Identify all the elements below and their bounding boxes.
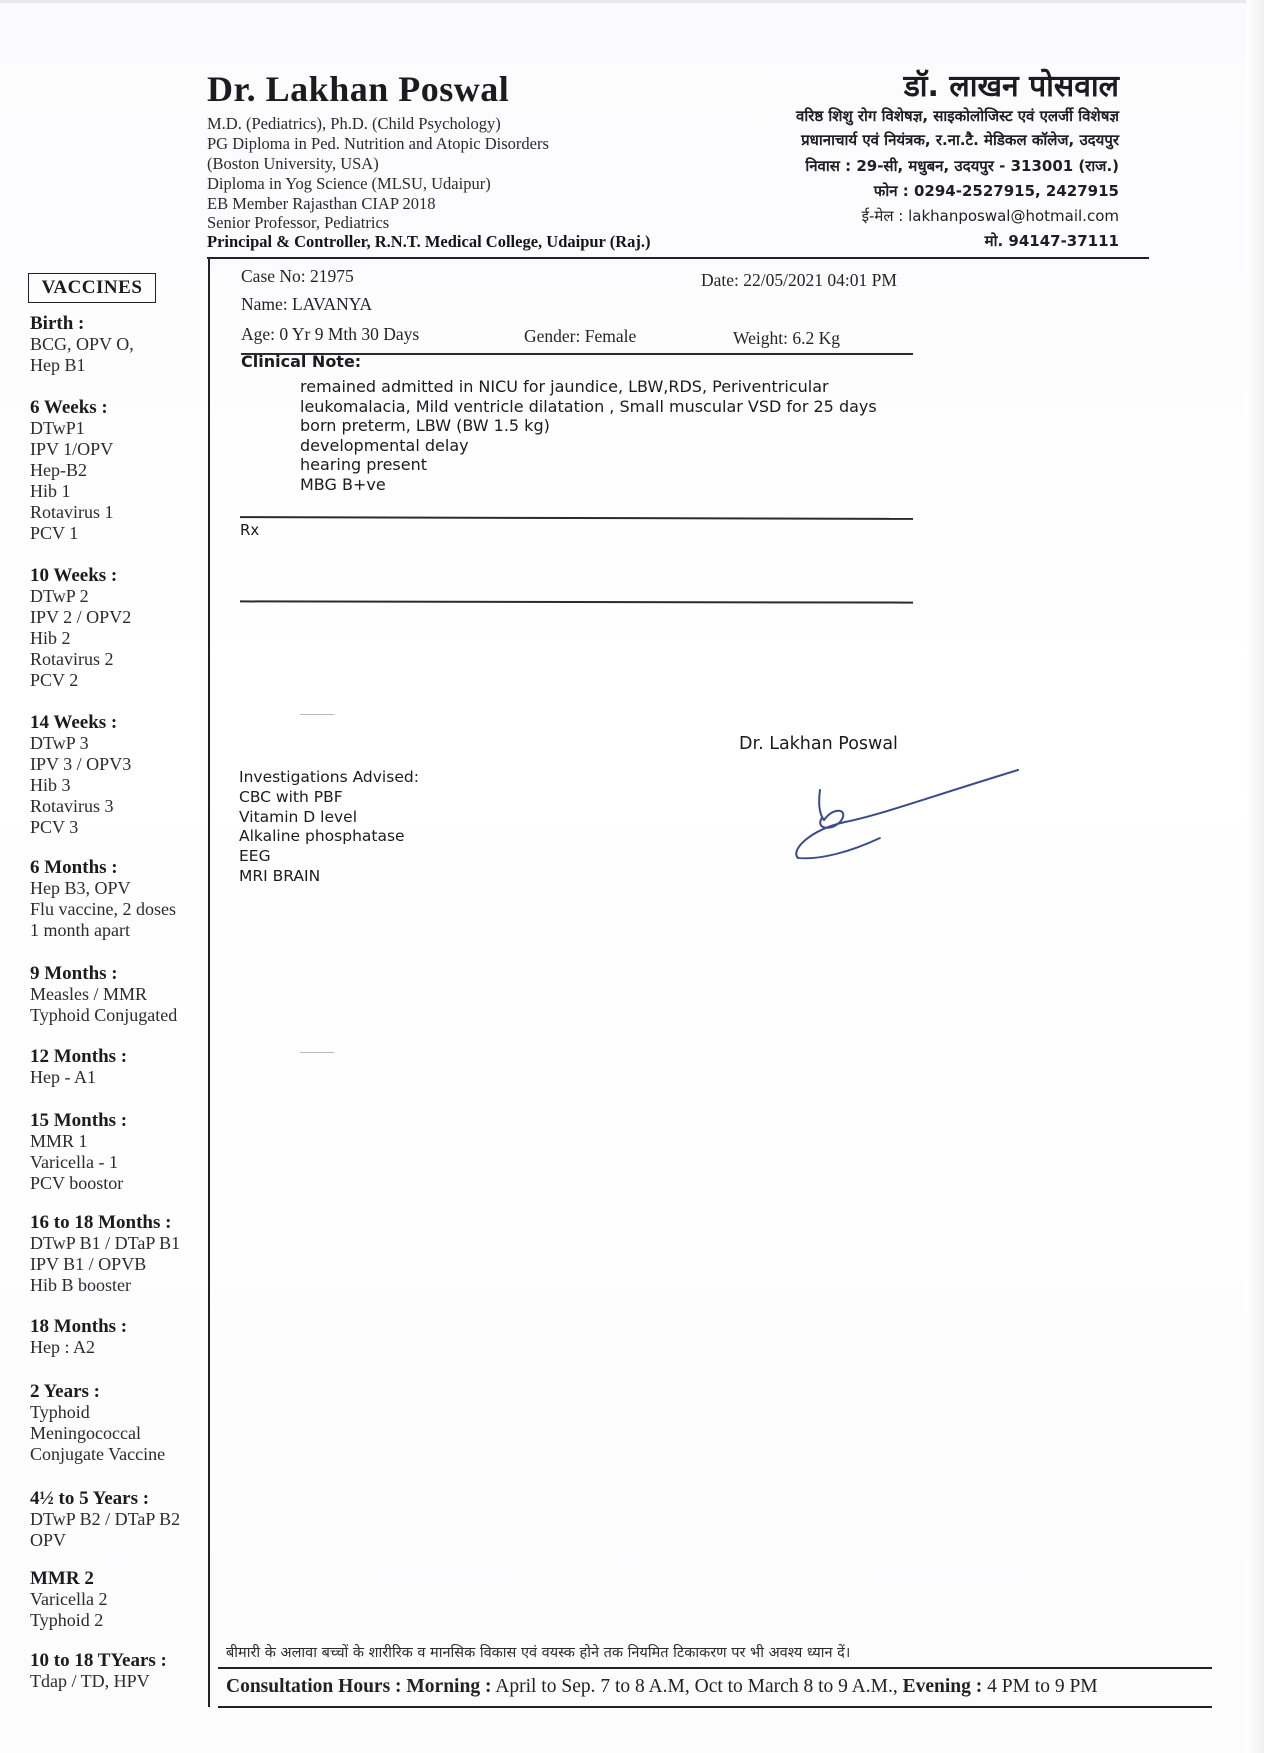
vaccine-group-heading: 4½ to 5 Years : [30, 1488, 150, 1509]
signature-name: Dr. Lakhan Poswal [739, 734, 898, 754]
mobile-number: मो. 94147-37111 [984, 232, 1119, 250]
vaccine-item: Varicella - 1 [30, 1152, 118, 1172]
vaccine-group-heading: 9 Months : [30, 963, 118, 984]
vaccine-item: Hep B1 [30, 355, 86, 375]
vaccine-item: Hep B3, OPV [30, 878, 131, 898]
clinical-note-line: hearing present [300, 455, 428, 475]
vaccine-group [30, 1568, 208, 1631]
header-divider [207, 257, 1149, 259]
investigation-item: Vitamin D level [239, 807, 358, 826]
investigation-item: Alkaline phosphatase [239, 827, 405, 846]
vaccine-group-heading: 14 Weeks : [30, 712, 118, 733]
footer-divider-top [218, 1667, 1212, 1669]
vaccine-group-heading: 18 Months : [30, 1316, 128, 1337]
email: ई-मेल : lakhanposwal@hotmail.com [861, 207, 1119, 225]
vaccine-item: Measles / MMR [30, 984, 147, 1004]
investigations-label: Investigations Advised: [239, 768, 419, 786]
evening-hours: 4 PM to 9 PM [987, 1676, 1098, 1697]
doctor-position: Principal & Controller, R.N.T. Medical College, Udaipur (Raj.) [207, 232, 651, 251]
vaccine-group [30, 1488, 208, 1551]
vaccine-item: IPV 2 / OPV2 [30, 607, 132, 627]
vaccine-item: IPV 3 / OPV3 [30, 754, 132, 774]
vaccine-group-heading: 6 Months : [30, 857, 118, 878]
investigations [239, 768, 419, 887]
vaccine-item: Hib 1 [30, 481, 71, 501]
vaccine-item: Typhoid 2 [30, 1610, 104, 1630]
vaccine-item: PCV 3 [30, 817, 79, 837]
vaccine-item: Rotavirus 3 [30, 796, 114, 816]
vaccine-item: MMR 1 [30, 1131, 88, 1151]
clinical-note-line: leukomalacia, Mild ventricle dilatation , Small muscular VSD for 25 days [300, 396, 877, 416]
vaccine-group [30, 1046, 208, 1088]
vaccine-group-heading: 16 to 18 Months : [30, 1212, 172, 1233]
vaccine-group [30, 712, 208, 838]
vaccines-title: VACCINES [28, 273, 156, 303]
vaccine-group-heading: 10 Weeks : [30, 565, 118, 586]
vaccine-item: Conjugate Vaccine [30, 1444, 166, 1464]
hours-label: Consultation Hours : [226, 1676, 402, 1697]
hindi-line: प्रधानाचार्य एवं नियंत्रक, र.ना.टै. मेडिकल कॉलेज, उदयपुर [801, 131, 1119, 149]
vaccine-group-heading: 2 Years : [30, 1381, 100, 1402]
vaccine-item: Rotavirus 2 [30, 649, 114, 669]
qualification-line: EB Member Rajasthan CIAP 2018 [207, 194, 436, 213]
patient-weight: Weight: 6.2 Kg [733, 328, 840, 348]
consultation-hours [226, 1676, 1098, 1698]
vaccine-group [30, 963, 208, 1026]
morning-label: Morning : [406, 1676, 492, 1697]
footer-hindi-note: बीमारी के अलावा बच्चों के शारीरिक व मानसिक विकास एवं वयस्क होने तक नियमित टिकाकरण पर भी अवश्य ध्यान दें। [226, 1645, 851, 1661]
vaccine-item: Flu vaccine, 2 doses [30, 899, 176, 919]
vaccine-group-heading: 10 to 18 TYears : [30, 1650, 167, 1671]
vaccine-item: Hib 3 [30, 775, 71, 795]
vaccine-group-heading: Birth : [30, 313, 85, 334]
footer-divider-bottom [218, 1706, 1212, 1708]
doctor-name-hindi: डॉ. लाखन पोसवाल [903, 69, 1119, 104]
investigation-item: EEG [239, 847, 271, 866]
sidebar-divider [208, 257, 210, 1707]
clinical-note-line: MBG B+ve [300, 474, 386, 494]
vaccine-group [30, 1650, 208, 1692]
hindi-phone: फोन : 0294-2527915, 2427915 [873, 182, 1119, 200]
case-number: Case No: 21975 [241, 266, 354, 286]
qualification-line: (Boston University, USA) [207, 154, 379, 173]
vaccine-group [30, 1212, 208, 1296]
vaccine-group-heading: 15 Months : [30, 1110, 128, 1131]
qualification-line: Senior Professor, Pediatrics [207, 213, 390, 232]
vaccine-group [30, 1110, 208, 1194]
clinical-note-line: remained admitted in NICU for jaundice, LBW,RDS, Periventricular [300, 377, 829, 396]
patient-name: Name: LAVANYA [241, 294, 373, 314]
investigation-item: MRI BRAIN [239, 866, 321, 885]
vaccine-group [30, 1316, 208, 1358]
vaccine-item: PCV boostor [30, 1173, 124, 1193]
clinical-note-label: Clinical Note: [241, 352, 362, 371]
morning-hours: April to Sep. 7 to 8 A.M, Oct to March 8 to 9 A.M., [495, 1676, 898, 1697]
vaccine-item: Varicella 2 [30, 1589, 108, 1609]
patient-age: Age: 0 Yr 9 Mth 30 Days [241, 324, 420, 344]
vaccine-group-heading: 12 Months : [30, 1046, 128, 1067]
faint-mark [300, 714, 334, 715]
visit-date: Date: 22/05/2021 04:01 PM [701, 270, 897, 290]
vaccine-item: Tdap / TD, HPV [30, 1671, 150, 1691]
vaccine-item: Rotavirus 1 [30, 502, 114, 522]
investigation-item: CBC with PBF [239, 787, 343, 806]
vaccine-item: DTwP 3 [30, 733, 89, 753]
vaccine-group [30, 397, 208, 544]
vaccine-item: 1 month apart [30, 920, 130, 940]
vaccine-item: Typhoid Conjugated [30, 1005, 178, 1025]
vaccine-item: IPV 1/OPV [30, 439, 114, 459]
vaccine-item: PCV 2 [30, 670, 79, 690]
vaccine-group [30, 857, 208, 941]
qualification-line: PG Diploma in Ped. Nutrition and Atopic Disorders [207, 134, 549, 153]
vaccine-item: DTwP B1 / DTaP B1 [30, 1233, 181, 1253]
vaccine-item: OPV [30, 1530, 67, 1550]
vaccine-item: DTwP1 [30, 418, 85, 438]
rx-label: Rx [240, 521, 260, 539]
qualification-line: Diploma in Yog Science (MLSU, Udaipur) [207, 174, 491, 193]
vaccine-item: Hep : A2 [30, 1337, 95, 1357]
patient-gender: Gender: Female [524, 326, 637, 346]
doctor-name: Dr. Lakhan Poswal [207, 69, 510, 109]
hindi-address: निवास : 29-सी, मधुबन, उदयपुर - 313001 (राज.) [805, 157, 1119, 175]
hindi-line: वरिष्ठ शिशु रोग विशेषज्ञ, साइकोलोजिस्ट एवं एलर्जी विशेषज्ञ [796, 107, 1119, 125]
vaccine-group [30, 565, 208, 691]
paper-top-edge [0, 0, 1264, 3]
qualification-line: M.D. (Pediatrics), Ph.D. (Child Psychology) [207, 114, 501, 133]
vaccine-group-heading: 6 Weeks : [30, 397, 108, 418]
vaccine-group [30, 1381, 208, 1465]
vaccine-group-heading: MMR 2 [30, 1568, 94, 1589]
clinical-note-body [300, 377, 877, 495]
vaccine-item: DTwP B2 / DTaP B2 [30, 1509, 181, 1529]
vaccine-item: Typhoid [30, 1402, 90, 1422]
vaccine-item: DTwP 2 [30, 586, 89, 606]
vaccine-item: Hib B booster [30, 1275, 131, 1295]
vaccine-item: IPV B1 / OPVB [30, 1254, 147, 1274]
vaccine-item: Hep-B2 [30, 460, 87, 480]
paper-right-edge [1246, 0, 1264, 1753]
faint-mark [300, 1052, 334, 1053]
evening-label: Evening : [902, 1676, 983, 1697]
vaccine-item: BCG, OPV O, [30, 334, 134, 354]
vaccine-item: Meningococcal [30, 1423, 141, 1443]
clinical-note-line: born preterm, LBW (BW 1.5 kg) [300, 416, 550, 436]
doctor-signature [790, 760, 1030, 870]
vaccine-group [30, 313, 208, 376]
vaccine-item: Hib 2 [30, 628, 71, 648]
vaccine-item: Hep - A1 [30, 1067, 96, 1087]
vaccine-item: PCV 1 [30, 523, 79, 543]
clinical-note-line: developmental delay [300, 435, 469, 455]
